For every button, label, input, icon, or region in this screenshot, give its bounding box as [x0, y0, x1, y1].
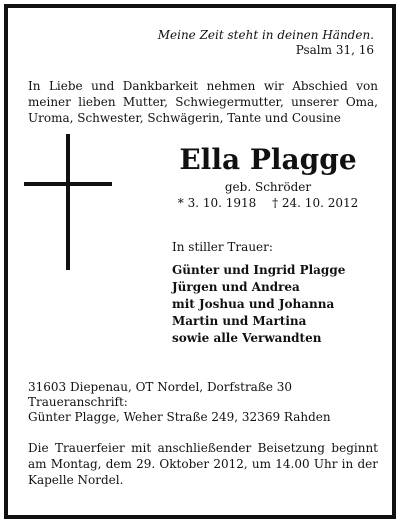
- address-block: [28, 380, 331, 425]
- funeral-service-text: Die Trauerfeier mit anschließender Beisetzung beginnt am Montag, dem 29. Oktober 2012, um 14.00 Uhr in der Kapelle Nordel.: [28, 441, 378, 487]
- deceased-name: Ella Plagge: [179, 143, 357, 176]
- mourner-line: Günter und Ingrid Plagge: [172, 263, 346, 277]
- mourners-heading: In stiller Trauer:: [172, 240, 273, 254]
- verse-quote: Meine Zeit steht in deinen Händen.: [157, 28, 374, 42]
- death-date: † 24. 10. 2012: [272, 196, 359, 210]
- mourner-line: Martin und Martina: [172, 314, 307, 328]
- cross-icon-bar: [24, 182, 112, 186]
- maiden-name: geb. Schröder: [224, 180, 312, 194]
- condolence-address: Günter Plagge, Weher Straße 249, 32369 Rahden: [28, 410, 331, 424]
- mourner-line: Jürgen und Andrea: [172, 280, 300, 294]
- mourner-line: mit Joshua und Johanna: [172, 297, 335, 311]
- farewell-text: In Liebe und Dankbarkeit nehmen wir Abschied von meiner lieben Mutter, Schwiegermutter, unserer Oma, Uroma, Schwester, Schwägerin, Tante und Cousine: [28, 79, 378, 125]
- mourner-line: sowie alle Verwandten: [172, 331, 322, 345]
- mourners-list: [172, 262, 345, 347]
- bible-verse: [158, 28, 374, 58]
- cross-icon: [66, 134, 70, 270]
- life-dates: [164, 196, 372, 211]
- verse-source: Psalm 31, 16: [295, 43, 374, 57]
- condolence-address-label: Traueranschrift:: [28, 395, 128, 409]
- home-address: 31603 Diepenau, OT Nordel, Dorfstraße 30: [28, 380, 293, 394]
- birth-date: * 3. 10. 1918: [177, 196, 257, 210]
